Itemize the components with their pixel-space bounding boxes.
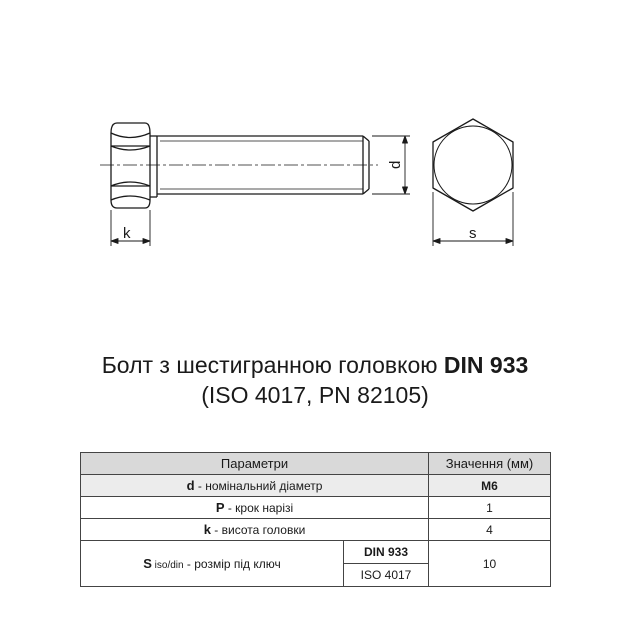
bolt-technical-drawing — [0, 0, 630, 300]
param-description: - номінальний діаметр — [194, 479, 323, 493]
title-text: Болт з шестигранною головкою — [101, 352, 444, 378]
title-line-1 — [0, 350, 630, 380]
table-row — [81, 475, 551, 497]
page-title — [0, 350, 630, 410]
param-description: - висота головки — [210, 523, 306, 537]
param-symbol: k — [203, 522, 211, 537]
param-cell — [81, 475, 429, 497]
standard-cell: ISO 4017 — [344, 564, 429, 587]
table-row — [81, 497, 551, 519]
param-cell — [81, 519, 429, 541]
table-header-row — [81, 453, 551, 475]
param-symbol: P — [215, 500, 225, 515]
param-symbol: d — [186, 478, 195, 493]
dimension-label-d: d — [387, 160, 404, 169]
standard-cell: DIN 933 — [344, 541, 429, 564]
dimension-k-lines — [111, 210, 150, 246]
table-row — [81, 519, 551, 541]
title-line-2: (ISO 4017, PN 82105) — [201, 382, 429, 408]
param-symbol: S — [143, 556, 152, 571]
header-values: Значення (мм) — [429, 453, 551, 475]
value-cell: 1 — [429, 497, 551, 519]
dimension-label-k: k — [123, 225, 131, 242]
header-params: Параметри — [81, 453, 429, 475]
title-standard: DIN 933 — [443, 352, 529, 378]
param-cell — [81, 541, 344, 587]
param-description: - розмір під ключ — [183, 557, 281, 571]
bolt-head-end-view — [433, 119, 513, 211]
dimension-label-s: s — [469, 225, 477, 242]
specification-table — [80, 452, 551, 587]
table-row — [81, 541, 551, 564]
value-cell: M6 — [429, 475, 551, 497]
param-subscript: iso/din — [151, 560, 184, 571]
value-cell: 10 — [429, 541, 551, 587]
param-cell — [81, 497, 429, 519]
value-cell: 4 — [429, 519, 551, 541]
param-description: - крок нарізі — [224, 501, 294, 515]
bolt-head-side-view — [111, 123, 157, 208]
